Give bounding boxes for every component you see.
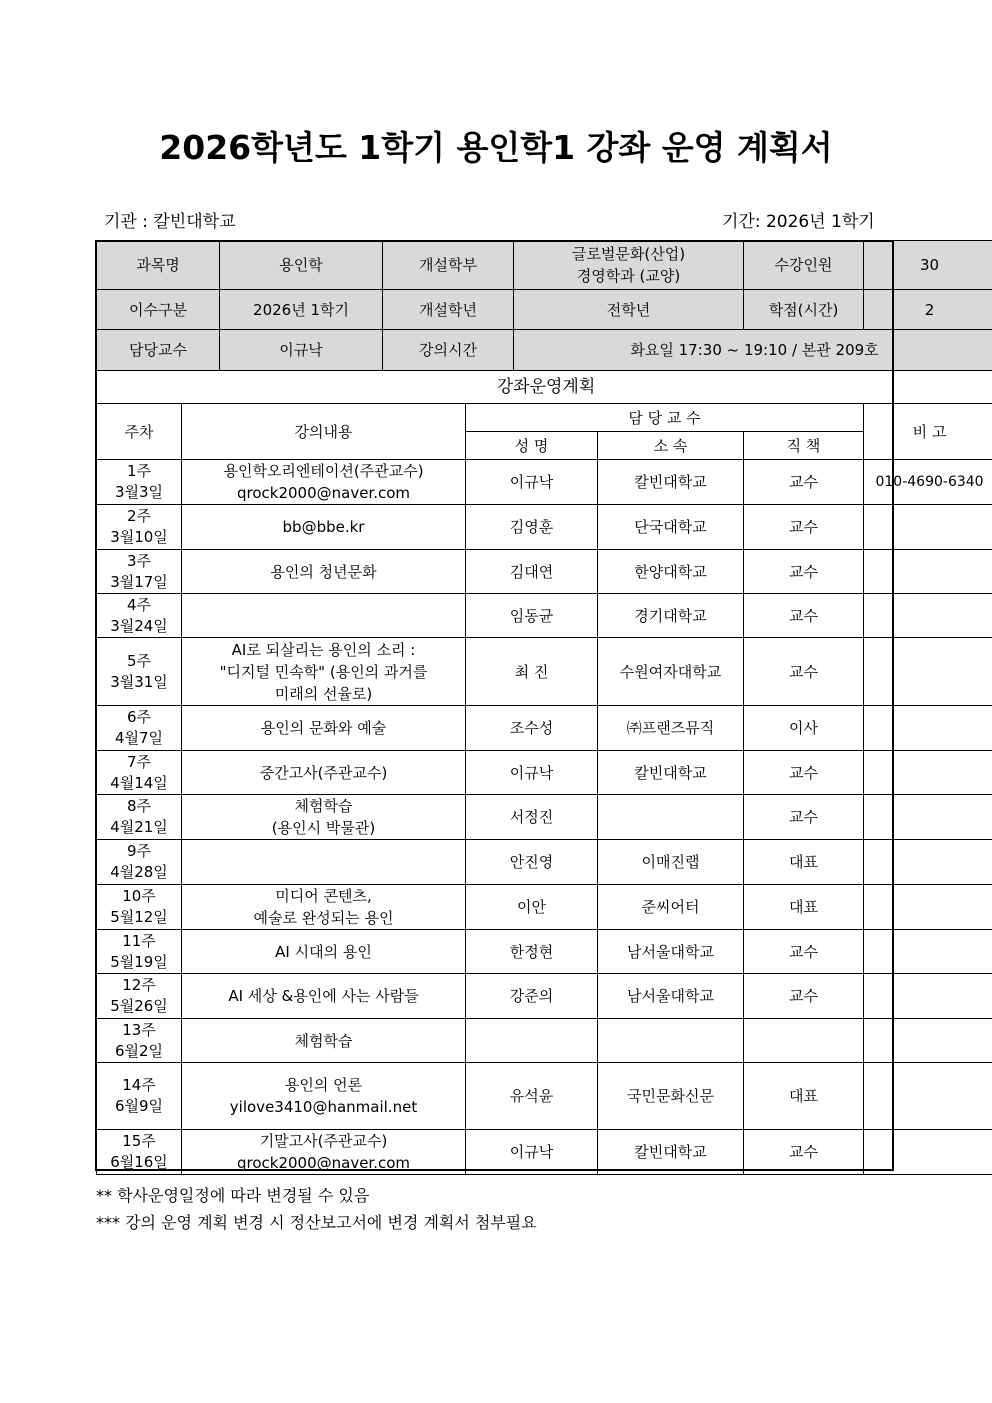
content-cell (182, 1019, 466, 1063)
instructor-position: 교수 (744, 930, 864, 974)
plan-title: 강좌운영계획 (97, 371, 992, 404)
table-row (97, 795, 992, 840)
table-row (97, 706, 992, 751)
week-number: 11주 (122, 931, 156, 950)
instructor-affiliation: 단국대학교 (598, 505, 744, 550)
period: 기간: 2026년 1학기 (722, 212, 875, 232)
content-line: 중간고사(주관교수) (259, 763, 388, 782)
dept-line2: 경영학과 (교양) (576, 267, 681, 285)
instructor-name: 최 진 (466, 638, 598, 706)
content-line: 예술로 완성되는 용인 (253, 909, 394, 927)
content-cell (182, 795, 466, 840)
note-cell (864, 1130, 992, 1175)
content-cell (182, 550, 466, 594)
col-content: 강의내용 (182, 404, 466, 460)
year-value: 전학년 (514, 290, 744, 330)
note-cell (864, 885, 992, 930)
note-cell (864, 1063, 992, 1130)
week-number: 6주 (126, 708, 152, 726)
table-row (97, 550, 992, 594)
week-cell (97, 885, 182, 930)
table-row (97, 638, 992, 706)
content-cell (182, 594, 466, 638)
instructor-name: 유석윤 (466, 1063, 598, 1130)
dept-value (514, 241, 744, 290)
instructor-affiliation: 칼빈대학교 (598, 1130, 744, 1175)
instructor-position: 대표 (744, 840, 864, 885)
instructor-position: 대표 (744, 1063, 864, 1130)
week-cell (97, 550, 182, 594)
note-cell (864, 638, 992, 706)
instructor-name: 김대연 (466, 550, 598, 594)
instructor-name: 이규낙 (466, 751, 598, 795)
week-date: 5월19일 (110, 952, 168, 971)
week-date: 3월17일 (110, 572, 168, 591)
week-number: 7주 (126, 752, 152, 771)
note-cell (864, 840, 992, 885)
instructor-affiliation: 칼빈대학교 (598, 460, 744, 505)
content-line: "디지털 민속학" (용인의 과거를 (219, 662, 428, 681)
type-value: 2026년 1학기 (220, 290, 383, 330)
week-date: 5월26일 (110, 997, 168, 1015)
instructor-name: 서정진 (466, 795, 598, 840)
content-cell (182, 706, 466, 751)
instructor-name: 안진영 (466, 840, 598, 885)
instructor-name: 한정현 (466, 930, 598, 974)
note-2: *** 강의 운영 계획 변경 시 정산보고서에 변경 계획서 첨부필요 (96, 1213, 537, 1232)
prof-value: 이규낙 (220, 330, 383, 371)
table-row (97, 505, 992, 550)
table-row (97, 1019, 992, 1063)
week-cell (97, 1019, 182, 1063)
instructor-affiliation: 국민문화신문 (598, 1063, 744, 1130)
content-line: bb@bbe.kr (282, 518, 365, 536)
col-instructor: 담 당 교 수 (466, 404, 864, 432)
table-row (97, 930, 992, 974)
instructor-name: 강준의 (466, 974, 598, 1019)
week-number: 15주 (122, 1132, 156, 1150)
dept-line1: 글로벌문화(산업) (571, 245, 686, 263)
instructor-position: 이사 (744, 706, 864, 751)
week-date: 5월12일 (110, 908, 168, 926)
week-cell (97, 1063, 182, 1130)
instructor-name (466, 1019, 598, 1063)
week-number: 10주 (122, 887, 156, 905)
note-cell (864, 974, 992, 1019)
time-value: 화요일 17:30 ~ 19:10 / 본관 209호 (514, 330, 992, 371)
instructor-affiliation: 한양대학교 (598, 550, 744, 594)
table-row (97, 974, 992, 1019)
credit-label: 학점(시간) (744, 290, 864, 330)
content-cell (182, 460, 466, 505)
course-plan-table (96, 240, 992, 1175)
week-date: 6월9일 (114, 1097, 164, 1115)
instructor-affiliation: 남서울대학교 (598, 974, 744, 1019)
table-row (97, 885, 992, 930)
instructor-affiliation: 칼빈대학교 (598, 751, 744, 795)
week-date: 4월14일 (110, 773, 168, 792)
week-number: 12주 (122, 976, 156, 994)
course-value: 용인학 (220, 241, 383, 290)
col-name: 성 명 (466, 432, 598, 460)
page-title: 2026학년도 1학기 용인학1 강좌 운영 계획서 (159, 128, 833, 167)
instructor-affiliation: 준씨어터 (598, 885, 744, 930)
type-label: 이수구분 (97, 290, 220, 330)
content-cell (182, 505, 466, 550)
content-cell (182, 840, 466, 885)
table-row (97, 840, 992, 885)
instructor-position: 교수 (744, 594, 864, 638)
instructor-position: 대표 (744, 885, 864, 930)
instructor-affiliation: ㈜프랜즈뮤직 (598, 706, 744, 751)
table-row (97, 594, 992, 638)
plan-rows (97, 460, 992, 1175)
instructor-name: 조수성 (466, 706, 598, 751)
col-affil: 소 속 (598, 432, 744, 460)
week-number: 1주 (126, 462, 152, 480)
week-date: 4월7일 (114, 729, 164, 747)
week-cell (97, 706, 182, 751)
note-cell (864, 505, 992, 550)
content-line: 용인의 언론 (284, 1076, 363, 1094)
content-line: AI 시대의 용인 (275, 942, 372, 961)
week-cell (97, 638, 182, 706)
note-1: ** 학사운영일정에 따라 변경될 수 있음 (96, 1186, 370, 1205)
note-cell (864, 1019, 992, 1063)
content-line: 용인학오리엔테이션(주관교수) (223, 462, 424, 480)
content-cell (182, 1063, 466, 1130)
instructor-name: 김영훈 (466, 505, 598, 550)
course-label: 과목명 (97, 241, 220, 290)
table-row (97, 460, 992, 505)
content-cell (182, 885, 466, 930)
instructor-affiliation: 남서울대학교 (598, 930, 744, 974)
content-line: 체험학습 (294, 797, 353, 815)
instructor-position: 교수 (744, 974, 864, 1019)
dept-label: 개설학부 (383, 241, 514, 290)
week-cell (97, 505, 182, 550)
instructor-affiliation: 수원여자대학교 (598, 638, 744, 706)
instructor-affiliation (598, 1019, 744, 1063)
note-cell (864, 795, 992, 840)
week-number: 8주 (126, 797, 152, 815)
content-cell (182, 930, 466, 974)
enroll-label: 수강인원 (744, 241, 864, 290)
note-cell (864, 706, 992, 751)
week-date: 4월21일 (110, 818, 168, 836)
instructor-position: 교수 (744, 460, 864, 505)
instructor-position: 교수 (744, 550, 864, 594)
content-line: AI로 되살리는 용인의 소리 : (231, 640, 416, 659)
content-cell (182, 974, 466, 1019)
note-cell (864, 550, 992, 594)
content-line: 미래의 선율로) (274, 684, 373, 703)
instructor-position: 교수 (744, 751, 864, 795)
content-line: AI 세상 &용인에 사는 사람들 (228, 987, 419, 1005)
prof-label: 담당교수 (97, 330, 220, 371)
week-cell (97, 594, 182, 638)
content-line: (용인시 박물관) (271, 819, 376, 837)
instructor-name: 임동균 (466, 594, 598, 638)
week-number: 13주 (122, 1020, 156, 1039)
week-date: 3월24일 (110, 616, 168, 635)
time-label: 강의시간 (383, 330, 514, 371)
content-line: qrock2000@naver.com (236, 1154, 411, 1172)
table-row (97, 1063, 992, 1130)
content-cell (182, 1130, 466, 1175)
instructor-position: 교수 (744, 1130, 864, 1175)
note-cell: 010-4690-6340 (864, 460, 992, 505)
content-cell (182, 751, 466, 795)
week-date: 4월28일 (110, 863, 168, 881)
instructor-affiliation (598, 795, 744, 840)
week-cell (97, 840, 182, 885)
week-number: 14주 (122, 1076, 156, 1094)
week-date: 3월10일 (110, 528, 168, 546)
table-row (97, 751, 992, 795)
week-date: 6월16일 (110, 1153, 168, 1171)
week-cell (97, 795, 182, 840)
instructor-affiliation: 이매진랩 (598, 840, 744, 885)
instructor-position (744, 1019, 864, 1063)
organization: 기관 : 칼빈대학교 (104, 212, 236, 232)
year-label: 개설학년 (383, 290, 514, 330)
credit-value: 2 (864, 290, 992, 330)
week-date: 6월2일 (114, 1041, 164, 1060)
note-cell (864, 594, 992, 638)
content-line: 기말고사(주관교수) (259, 1132, 388, 1150)
content-line: 용인의 문화와 예술 (260, 719, 387, 737)
instructor-name: 이규낙 (466, 460, 598, 505)
week-cell (97, 751, 182, 795)
note-cell (864, 751, 992, 795)
content-line: qrock2000@naver.com (236, 484, 411, 502)
week-cell (97, 974, 182, 1019)
week-number: 4주 (126, 595, 152, 614)
instructor-position: 교수 (744, 505, 864, 550)
week-cell (97, 460, 182, 505)
week-cell (97, 1130, 182, 1175)
week-cell (97, 930, 182, 974)
week-number: 3주 (126, 551, 152, 570)
instructor-position: 교수 (744, 638, 864, 706)
week-date: 3월31일 (110, 672, 168, 691)
enroll-value: 30 (864, 241, 992, 290)
content-line: 미디어 콘텐츠, (275, 887, 372, 905)
instructor-name: 이규낙 (466, 1130, 598, 1175)
content-line: yilove3410@hanmail.net (229, 1098, 418, 1116)
week-number: 9주 (126, 842, 152, 860)
col-note: 비 고 (864, 404, 992, 460)
instructor-name: 이안 (466, 885, 598, 930)
week-date: 3월3일 (114, 483, 164, 501)
note-cell (864, 930, 992, 974)
instructor-position: 교수 (744, 795, 864, 840)
col-week: 주차 (97, 404, 182, 460)
content-line: 용인의 청년문화 (270, 562, 377, 581)
content-cell (182, 638, 466, 706)
week-number: 5주 (126, 651, 152, 670)
instructor-affiliation: 경기대학교 (598, 594, 744, 638)
content-line: 체험학습 (294, 1031, 353, 1050)
table-row (97, 1130, 992, 1175)
col-position: 직 책 (744, 432, 864, 460)
week-number: 2주 (126, 507, 152, 525)
